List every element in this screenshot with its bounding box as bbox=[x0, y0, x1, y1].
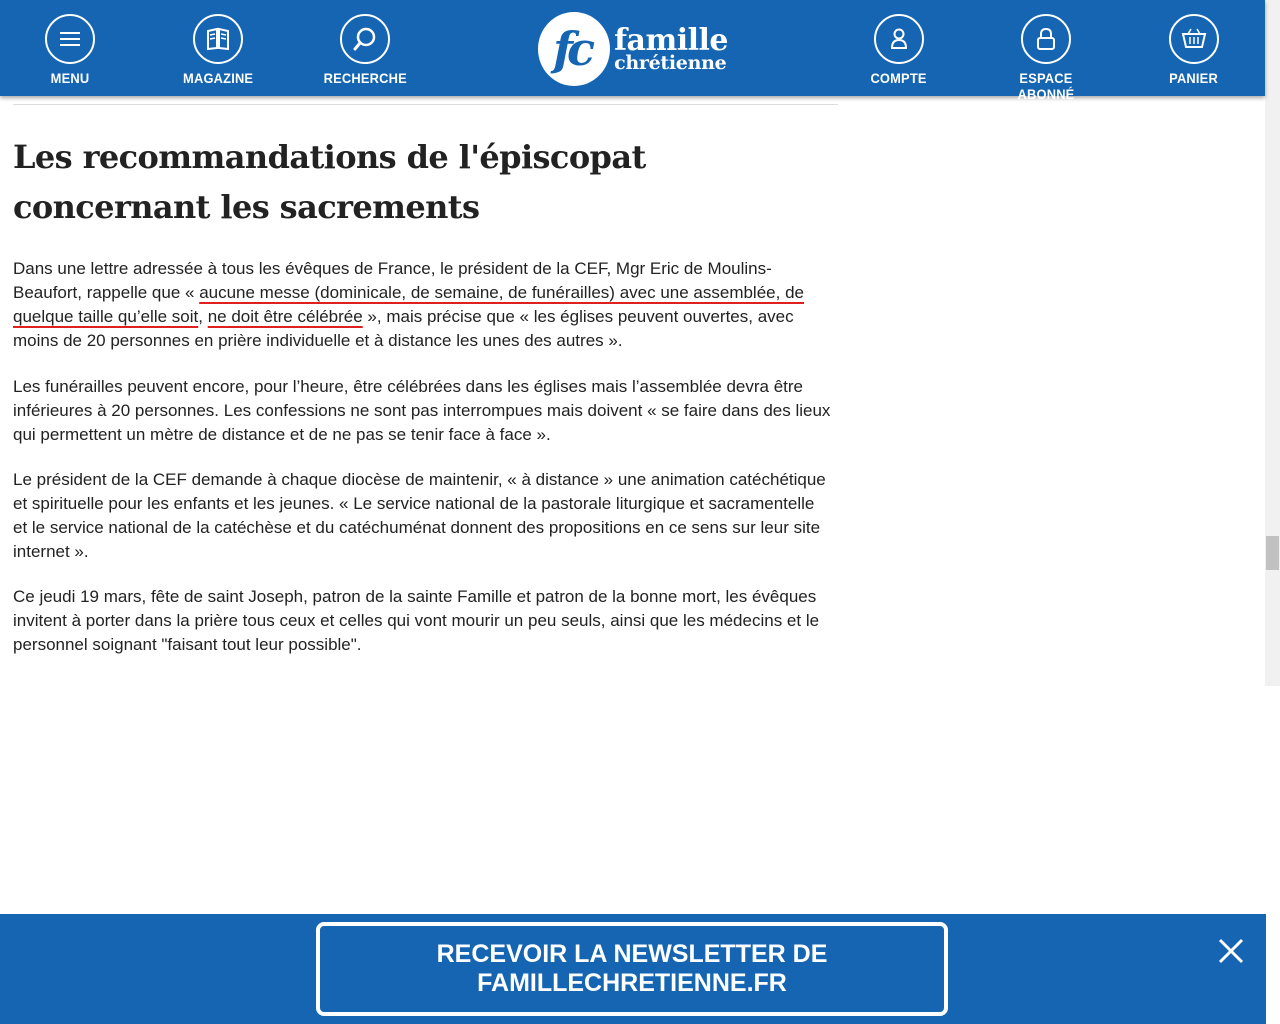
menu-button[interactable] bbox=[10, 14, 130, 88]
book-icon bbox=[193, 14, 243, 64]
article-paragraph-1: Dans une lettre adressée à tous les évêques de France, le président de la CEF, Mgr Eric de Moulins-Beaufort, rappelle que « aucune messe (dominicale, de semaine, de funérailles) avec une assemblée, de quelque taille qu’elle soit, ne doit être célébrée », mais précise que « les églises peuvent ouvertes, avec moins de 20 personnes en prière individuelle et à distance les unes des autres ». bbox=[13, 259, 804, 350]
basket-icon bbox=[1169, 14, 1219, 64]
menu-label: MENU bbox=[50, 70, 90, 86]
logo-line2: chrétienne bbox=[614, 51, 727, 74]
scrollbar-thumb[interactable] bbox=[1266, 536, 1279, 570]
lock-icon bbox=[1021, 14, 1071, 64]
divider bbox=[13, 104, 838, 105]
article-paragraph-4: Ce jeudi 19 mars, fête de saint Joseph, patron de la sainte Famille et patron de la bonne mort, les évêques invitent à porter dans la prière tous ceux et celles qui vont mourir un peu seuls, ainsi que les médecins et le personnel soignant "faisant tout leur possible". bbox=[13, 587, 820, 654]
hamburger-icon bbox=[45, 14, 95, 64]
highlight-1: aucune messe (dominicale, de semaine, de funérailles) avec une assemblée, de quelque taille qu’elle soit bbox=[13, 283, 804, 326]
newsletter-banner bbox=[0, 914, 1266, 1024]
cart-label: PANIER bbox=[1169, 70, 1219, 86]
site-logo[interactable] bbox=[538, 6, 728, 92]
search-label: RECHERCHE bbox=[323, 70, 407, 86]
account-button[interactable] bbox=[839, 14, 959, 88]
search-button[interactable] bbox=[305, 14, 425, 88]
highlight-2: ne doit être célébrée bbox=[207, 307, 363, 326]
page-scrollbar[interactable] bbox=[1265, 0, 1280, 686]
account-label: COMPTE bbox=[870, 70, 928, 86]
logo-mark: fc bbox=[538, 12, 610, 86]
magazine-label: MAGAZINE bbox=[182, 70, 254, 86]
magazine-button[interactable] bbox=[158, 14, 278, 88]
site-header bbox=[0, 0, 1265, 102]
user-icon bbox=[874, 14, 924, 64]
cart-button[interactable] bbox=[1134, 14, 1254, 88]
newsletter-line2: FAMILLECHRETIENNE.FR bbox=[477, 969, 787, 997]
newsletter-signup-button[interactable] bbox=[316, 922, 948, 1016]
search-icon bbox=[340, 14, 390, 64]
logo-line1: famille bbox=[614, 22, 728, 58]
subscriber-area-label: ESPACE ABONNÉ bbox=[1017, 70, 1075, 102]
article-title: Les recommandations de l'épiscopat concernant les sacrements bbox=[13, 138, 646, 226]
close-icon[interactable] bbox=[1216, 936, 1246, 966]
subscriber-area-button[interactable] bbox=[986, 14, 1106, 104]
newsletter-line1: RECEVOIR LA NEWSLETTER DE bbox=[436, 940, 828, 968]
article-paragraph-2: Les funérailles peuvent encore, pour l’heure, être célébrées dans les églises mais l’assemblée devra être inférieures à 20 personnes. Les confessions ne sont pas interrompues mais doivent « se faire dans des lieux qui permettent un mètre de distance et de ne pas se tenir face à face ». bbox=[13, 377, 831, 444]
article-paragraph-3: Le président de la CEF demande à chaque diocèse de maintenir, « à distance » une animation catéchétique et spirituelle pour les enfants et les jeunes. « Le service national de la pastorale liturgique et sacramentelle et le service national de la catéchèse et du catéchuménat donnent des propositions en ce sens sur leur site internet ». bbox=[13, 470, 826, 561]
